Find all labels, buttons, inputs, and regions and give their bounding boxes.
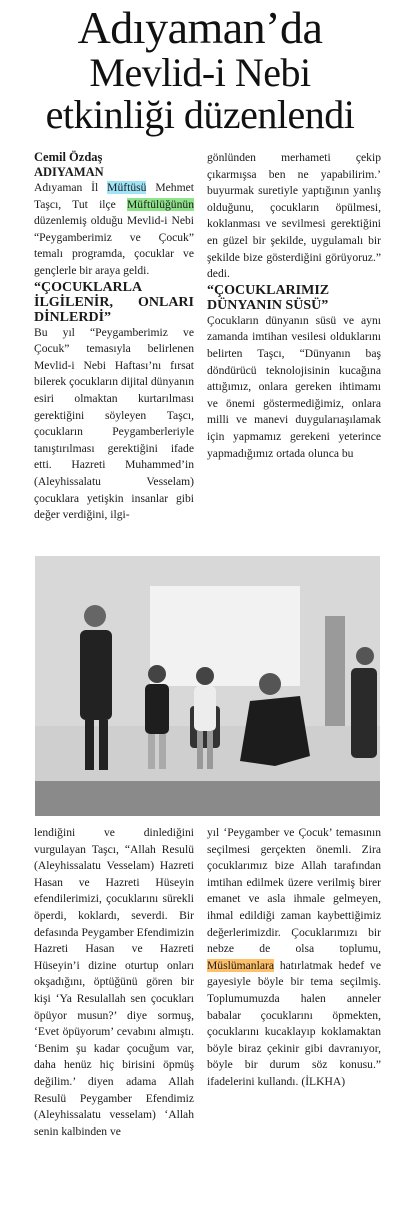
body-paragraph-1: Bu yıl “Peygamberimiz ve Çocuk” temasıyla belirlenen Mevlid-i Nebi Haftası’nı fırsat bilerek çocukların dijital dünyanın esiri olmaktan kurtarılması gerektiğini söyleyen Taşcı, çocukların Peygamberleriyle tanıştırılması gerektiğini ifade etti. Hazreti Muhammed’in (Aleyhissalatu Vesselam) çocuklara yetişkin insanlar gibi değer verdiğini, ilgi- (34, 325, 195, 522)
intro-text-a: Adıyaman İl (34, 181, 108, 194)
article-column-2 (207, 150, 381, 462)
article-column-4 (207, 825, 381, 1091)
intro-paragraph (34, 180, 194, 280)
intro-text-c: düzenlemiş olduğu Mevlid-i Nebi “Peygamberimiz ve Çocuk” temalı programda, çocuklar ve gençlerle bir araya geldi. (34, 214, 194, 277)
body-paragraph-5 (207, 825, 381, 1091)
body-text-a: yıl ‘Peygamber ve Çocuk’ temasının seçilmesi gerçekten önemli. Zira çocuklarımız bize Allah tarafından imtihan edilmek üzere verilmiş birer emanet ve asla ihmale gelmeyen, ihmal edildiği zaman kaybettiğimiz değerlerimizdir. Çocuklarımızı bir nebze de olsa toplumu, (207, 826, 381, 956)
highlight-muftu: Müftüsü (107, 181, 147, 194)
article-photo (35, 556, 380, 816)
headline-line-2: Mevlid-i Nebi (89, 50, 311, 95)
body-paragraph-2: gönlünden merhameti çekip çıkarmışsa ben ne yapabilirim.’ buyurmak suretiyle yaptığının yanlış olduğunu, çocukların öpülmesi, koklanması ve sevilmesi gerektiğini en güzel bir şekilde, uygulamalı bir şekilde bize gösterdiğini görüyoruz.” dedi. (207, 151, 381, 281)
article-column-3 (34, 825, 194, 1140)
article-column-1 (34, 150, 194, 524)
intro-text-b: Mehmet Taşcı, Tut ilçe (34, 181, 194, 211)
photo-illustration (35, 556, 380, 816)
body-paragraph-3: Çocukların dünyanın süsü ve aynı zamanda imtihan vesilesi olduklarını belirten Taşcı, “Dünyanın baş döndürücü teknolojisinin kucağına attığımız, onlara gereken ihtimamı ve önemi göstermediğimiz, onlara milli ve manevi duygularıaşılamak için yapmamız gerekeni yeterince yapmadığımız ortada olunca bu (207, 313, 381, 460)
body-paragraph-4: lendiğini ve dinlediğini vurgulayan Taşcı, “Allah Resulü (Aleyhissalatu Vesselam) Hazreti Hasan ve Hazreti Hüseyin efendilerimizi, çocuklarını sürekli öperdi, koklardı, severdi. Bir defasında Peygamber Efendimizin Hazreti Hasan ve Hazreti Hüseyin’i dizine oturtup onları okşadığını, öptüğünü gören bir kişi ‘Ya Resulallah sen çocukları öpüyor musun?’ diye sormuş, ‘Evet öpüyorum’ cevabını almıştı. ‘Benim şu kadar çocuğum var, daha henüz hiç birisini öpmüş değilim.’ diyen adama Allah Resulü Peygamber Efendimiz (Aleyhissalatu vesselam) ‘Allah senin kalbinden ve (34, 826, 194, 1138)
byline-location: ADIYAMAN (34, 165, 104, 179)
headline-line-1: Adıyaman’da (77, 2, 323, 53)
subheading-2: “ÇOCUKLARIMIZ DÜNYANIN SÜSÜ” (207, 282, 330, 313)
headline-line-3: etkinliği düzenlendi (45, 92, 355, 137)
headline (0, 4, 400, 136)
body-text-b: hatırlatmak hedef ve gayesiyle böyle bir tema seçilmiş. Toplumumuzda halen anneler babalar çocuklarını öpmekten, çocuklarını kucaklayıp koklamaktan böyle biraz çekinir gibi davranıyor, böyle bir durum söz konusu.” ifadelerini kullandı. (İLKHA) (207, 958, 381, 1088)
highlight-muftuluk: Müftülüğünün (127, 197, 194, 211)
highlight-muslumanlara: Müslümanlara (207, 958, 274, 972)
subheading-1: “ÇOCUKLARLA İLGİLENİR, ONLARI DİNLERDİ” (34, 279, 194, 325)
byline-author: Cemil Özdaş (34, 150, 103, 164)
